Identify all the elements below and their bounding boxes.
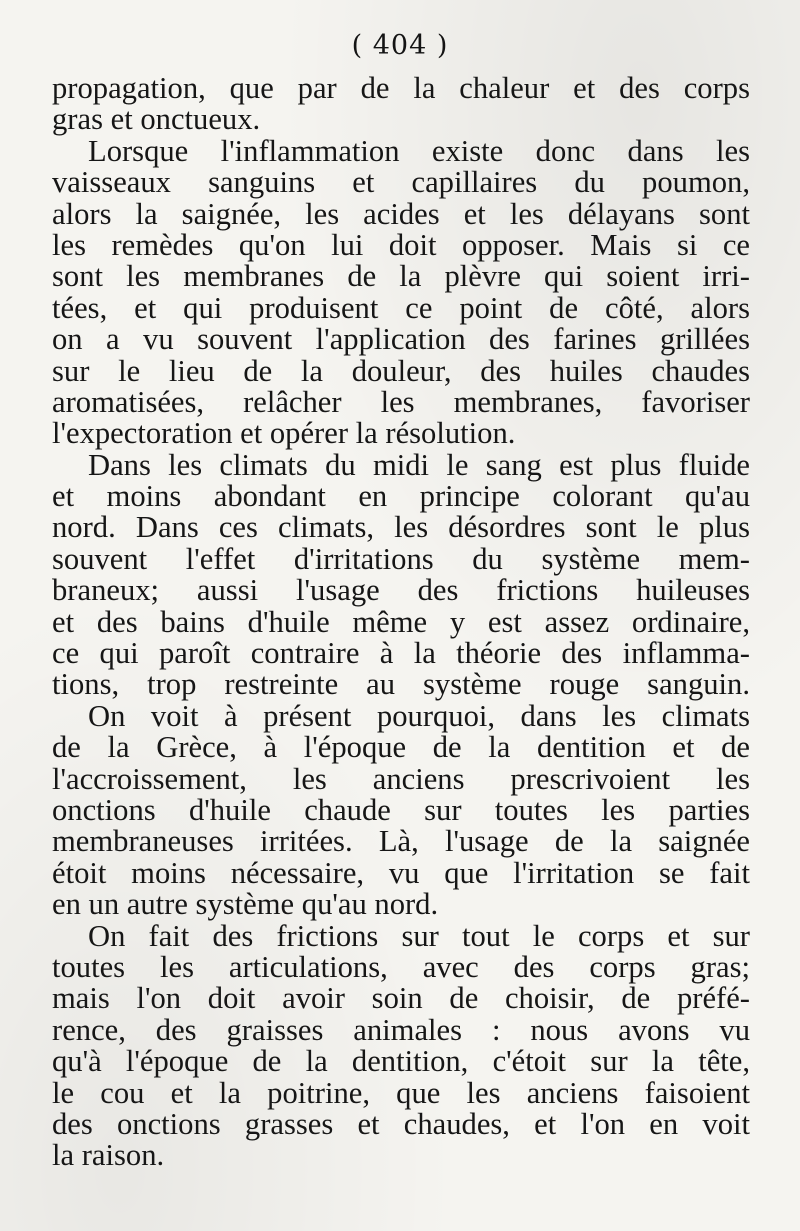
text-line: des onctions grasses et chaudes, et l'on en voit: [52, 1106, 750, 1141]
text-line: l'accroissement, les anciens prescrivoient les: [52, 761, 750, 796]
text-line: en un autre système qu'au nord.: [52, 887, 439, 922]
text-line: Lorsque l'inflammation existe donc dans les: [88, 133, 750, 168]
paragraph-4: [52, 698, 750, 922]
page-number: ( 404 ): [351, 30, 449, 61]
text-line: braneux; aussi l'usage des frictions huileuses: [52, 573, 750, 608]
text-line: étoit moins nécessaire, vu que l'irritation se fait: [52, 855, 750, 890]
body-text: [52, 73, 750, 1172]
text-line: gras et onctueux.: [52, 102, 261, 137]
text-line: et moins abondant en principe colorant qu'au: [52, 479, 750, 514]
paragraph-2: [52, 133, 750, 451]
text-line: onctions d'huile chaude sur toutes les parties: [52, 792, 750, 827]
paragraph-5: [52, 918, 750, 1173]
text-line: l'expectoration et opérer la résolution.: [52, 416, 516, 451]
text-line: Dans les climats du midi le sang est plus fluide: [88, 447, 750, 482]
text-line: sur le lieu de la douleur, des huiles chaudes: [52, 353, 750, 388]
paragraph-1: [52, 73, 750, 136]
text-line: tions, trop restreinte au système rouge sanguin.: [52, 667, 750, 702]
text-line: propagation, que par de la chaleur et des corps: [52, 71, 750, 105]
text-line: On voit à présent pourquoi, dans les climats: [88, 698, 750, 733]
text-line: souvent l'effet d'irritations du système mem-: [52, 541, 750, 576]
text-line: rence, des graisses animales : nous avons vu: [52, 1012, 750, 1047]
paragraph-3: [52, 447, 750, 702]
text-line: membraneuses irritées. Là, l'usage de la saignée: [52, 824, 750, 859]
text-line: de la Grèce, à l'époque de la dentition et de: [52, 730, 750, 765]
text-line: et des bains d'huile même y est assez ordinaire,: [52, 604, 750, 639]
text-line: ce qui paroît contraire à la théorie des inflamma-: [52, 636, 750, 671]
text-line: alors la saignée, les acides et les délayans sont: [52, 196, 750, 231]
text-line: nord. Dans ces climats, les désordres sont le plus: [52, 510, 750, 545]
text-line: tées, et qui produisent ce point de côté, alors: [52, 290, 750, 325]
text-line: la raison.: [52, 1138, 165, 1173]
text-line: toutes les articulations, avec des corps gras;: [52, 949, 750, 984]
text-line: le cou et la poitrine, que les anciens faisoient: [52, 1075, 750, 1110]
text-line: on a vu souvent l'application des farines grillées: [52, 322, 750, 357]
text-line: sont les membranes de la plèvre qui soient irri-: [52, 259, 750, 294]
text-line: vaisseaux sanguins et capillaires du poumon,: [52, 165, 750, 200]
text-line: aromatisées, relâcher les membranes, favoriser: [52, 384, 750, 419]
text-line: mais l'on doit avoir soin de choisir, de préfé-: [52, 981, 750, 1016]
text-line: les remèdes qu'on lui doit opposer. Mais si ce: [52, 227, 750, 262]
text-line: On fait des frictions sur tout le corps et sur: [88, 918, 750, 953]
text-line: qu'à l'époque de la dentition, c'étoit sur la tête,: [52, 1044, 750, 1079]
